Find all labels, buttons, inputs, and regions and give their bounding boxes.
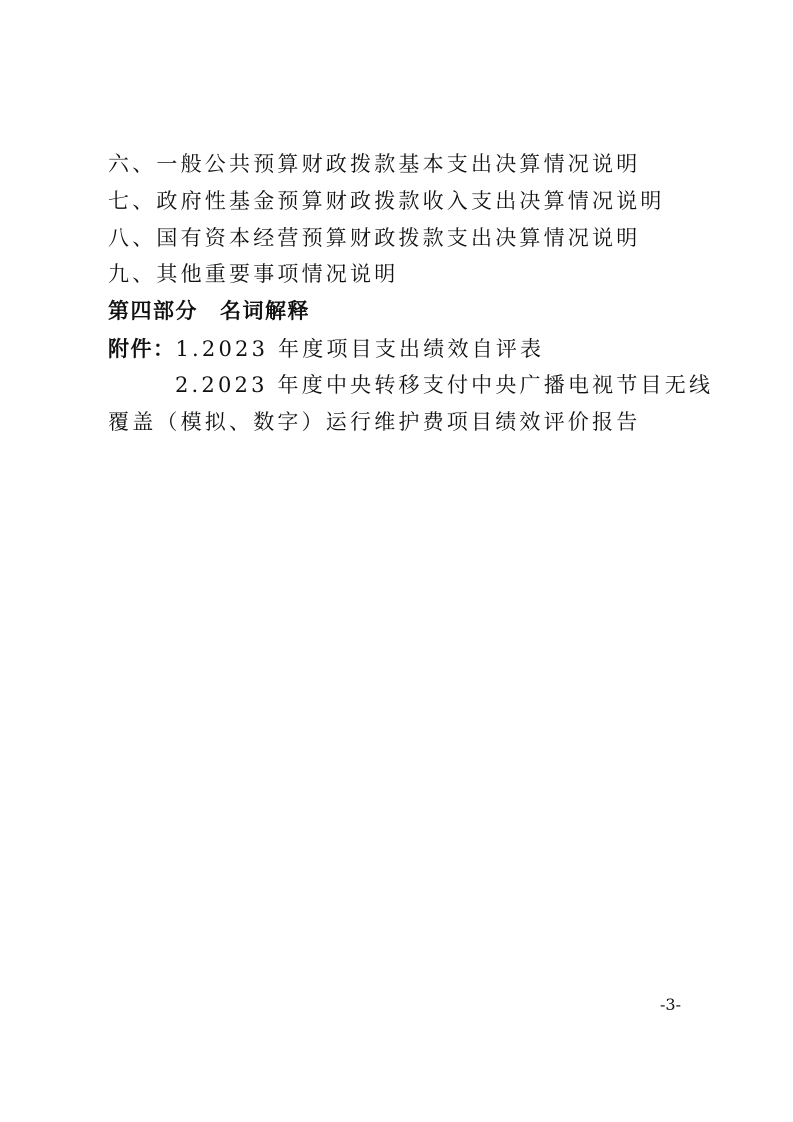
attachment-item-2-line-1: 2.2023 年度中央转移支付中央广播电视节目无线: [175, 373, 714, 397]
page-number: -3-: [660, 995, 681, 1014]
attachments-line-1: [108, 335, 544, 363]
toc-part-4: [108, 297, 310, 325]
attachment-item-1: 1.2023 年度项目支出绩效自评表: [175, 337, 545, 361]
part-4-label: 第四部分: [108, 299, 198, 323]
attachment-item-2-line-2: 覆盖（模拟、数字）运行维护费项目绩效评价报告: [108, 410, 641, 434]
toc-item-6: 六、一般公共预算财政拨款基本支出决算情况说明: [108, 152, 641, 176]
part-4-title: 名词解释: [220, 299, 310, 323]
attachments-label: 附件：: [108, 337, 176, 361]
toc-item-8: 八、国有资本经营预算财政拨款支出决算情况说明: [108, 226, 641, 250]
toc-item-9: 九、其他重要事项情况说明: [108, 262, 399, 286]
toc-item-7: 七、政府性基金预算财政拨款收入支出决算情况说明: [108, 189, 665, 213]
